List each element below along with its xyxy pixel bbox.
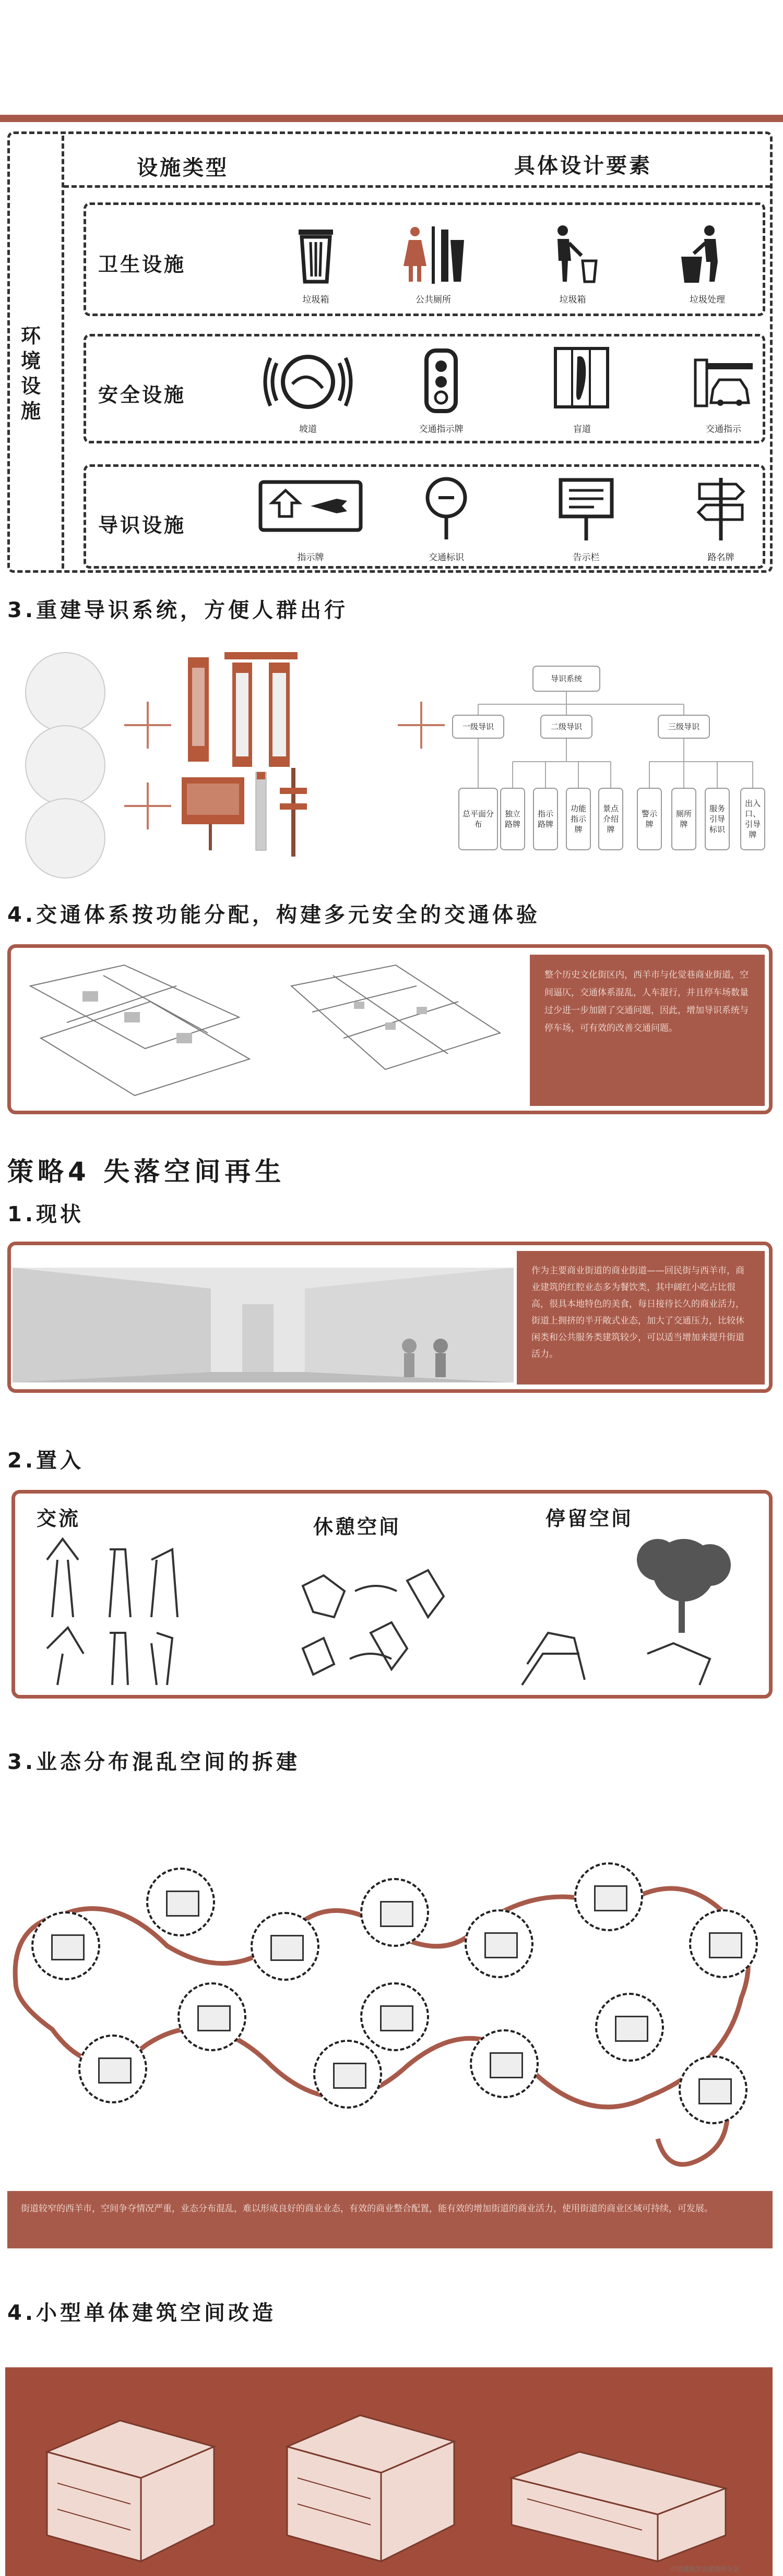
group-name: 导识设施 xyxy=(98,514,186,537)
table-divider xyxy=(62,136,67,569)
plus-sign xyxy=(124,702,171,749)
demolition-spot xyxy=(574,1862,643,1931)
group-name: 安全设施 xyxy=(98,383,186,406)
demolition-spot xyxy=(470,2029,539,2098)
tree-leaf: 功能指示牌 xyxy=(566,788,591,850)
section-title: 1.现状 xyxy=(7,1202,85,1226)
trash-bin-icon xyxy=(287,224,345,287)
row-label-environment: 环境设施 xyxy=(21,324,43,423)
street-sketch-image xyxy=(25,725,105,805)
tree-level1: 二级导识 xyxy=(540,715,592,739)
facility-caption: 垃圾处理 xyxy=(690,295,725,305)
traffic-diagram-image xyxy=(20,955,521,1106)
street-sketch-image xyxy=(25,798,105,878)
tree-root: 导识系统 xyxy=(532,666,600,692)
group-name: 卫生设施 xyxy=(98,253,186,276)
activity-figures-image xyxy=(31,1528,762,1690)
facility-caption: 交通标识 xyxy=(429,552,464,563)
demolition-spot xyxy=(146,1868,215,1936)
demolition-spot xyxy=(360,1878,429,1947)
barrier-car-icon xyxy=(692,355,755,412)
tree-leaf: 景点介绍牌 xyxy=(598,788,623,850)
street-sketch-image xyxy=(25,652,105,732)
facility-caption: 垃圾箱 xyxy=(559,295,586,305)
tree-leaf: 指示路牌 xyxy=(533,788,558,850)
facility-caption: 公共厕所 xyxy=(416,295,451,305)
status-description: 作为主要商业街道的商业街道——回民街与西羊市，商业建筑的红腔业态多为餐饮类，其中阔红小吃占比很高，很具本地特色的美食，每日接待长久的商业活力，街道上拥挤的半开敞式业态，加大了交通压力，比较休闲类和公共服务类建筑较少，可以适当增加来提升街道活力。 xyxy=(517,1251,765,1385)
facility-caption: 盲道 xyxy=(573,424,591,435)
tree-leaf: 出入口、引导牌 xyxy=(740,788,765,850)
demolition-spot xyxy=(78,2035,147,2103)
section-title: 4.小型单体建筑空间改造 xyxy=(7,2301,277,2325)
tree-leaf: 厕所牌 xyxy=(671,788,696,850)
toilet-icon xyxy=(399,224,467,287)
plus-sign xyxy=(398,702,445,749)
panel-title: 休憩空间 xyxy=(313,1515,401,1538)
demolition-description: 街道较窄的西羊市，空间争夺情况严重，业态分布混乱，难以形成良好的商业业态，有效的商业整合配置，能有效的增加街道的商业活力，使用街道的商业区域可持续，可发展。 xyxy=(7,2191,773,2248)
facility-caption: 指示牌 xyxy=(297,552,324,563)
waste-disposal-icon xyxy=(676,224,739,287)
plus-sign xyxy=(124,783,171,829)
facility-caption: 交通指示 xyxy=(706,424,741,435)
demolition-spot xyxy=(177,1982,246,2051)
demolition-spot xyxy=(360,1982,429,2051)
street-photo-image xyxy=(13,1268,514,1382)
ramp-icon xyxy=(261,347,355,415)
demolition-spot xyxy=(679,2055,748,2124)
tree-leaf: 总平面分布 xyxy=(458,788,498,850)
col-header-type: 设施类型 xyxy=(137,156,229,180)
building-models-image xyxy=(16,2389,767,2567)
tree-leaf: 服务引导标识 xyxy=(705,788,730,850)
section-title: 3.重建导识系统，方便人群出行 xyxy=(7,598,349,622)
section-title: 2.置入 xyxy=(7,1449,85,1473)
litter-person-icon xyxy=(544,224,601,287)
facility-caption: 坡道 xyxy=(299,424,317,435)
facility-caption: 交通指示牌 xyxy=(419,424,464,435)
notice-board-icon xyxy=(557,476,615,544)
tree-leaf: 警示牌 xyxy=(637,788,662,850)
demolition-spot xyxy=(313,2040,382,2109)
traffic-sign-icon xyxy=(423,476,470,544)
tree-level1: 三级导识 xyxy=(658,715,710,739)
watermark: 中国建筑学会建筑师分会 xyxy=(670,2566,740,2573)
demolition-spot xyxy=(251,1912,319,1981)
panel-title: 交流 xyxy=(37,1507,81,1530)
facility-caption: 告示栏 xyxy=(573,552,600,563)
demolition-spot xyxy=(689,1909,758,1978)
demolition-spot xyxy=(465,1909,533,1978)
signage-designs-image xyxy=(177,647,397,866)
traffic-description: 整个历史文化街区内，西羊市与化觉巷商业街道，空间逼仄，交通体系混乱，人车混行，并且停车场数量过少进一步加剧了交通问题，因此，增加导识系统与停车场，可有效的改善交通问题。 xyxy=(530,955,765,1106)
top-accent-bar xyxy=(0,115,783,122)
table-header-line xyxy=(64,185,770,188)
demolition-spot xyxy=(31,1911,100,1980)
section-title: 3.业态分布混乱空间的拆建 xyxy=(7,1750,301,1774)
section-title: 4.交通体系按功能分配，构建多元安全的交通体验 xyxy=(7,903,541,927)
street-name-sign-icon xyxy=(692,476,750,544)
traffic-light-icon xyxy=(420,347,462,415)
tree-level1: 一级导识 xyxy=(452,715,504,739)
signboard-icon xyxy=(258,480,363,537)
col-header-elements: 具体设计要素 xyxy=(514,154,652,178)
tree-leaf: 独立路牌 xyxy=(500,788,525,850)
tactile-paving-icon xyxy=(553,346,611,409)
facility-caption: 路名牌 xyxy=(707,552,734,563)
strategy-title: 策略4 失落空间再生 xyxy=(7,1157,286,1187)
demolition-spot xyxy=(595,1993,664,2062)
facility-caption: 垃圾箱 xyxy=(302,295,329,305)
panel-title: 停留空间 xyxy=(545,1507,634,1530)
